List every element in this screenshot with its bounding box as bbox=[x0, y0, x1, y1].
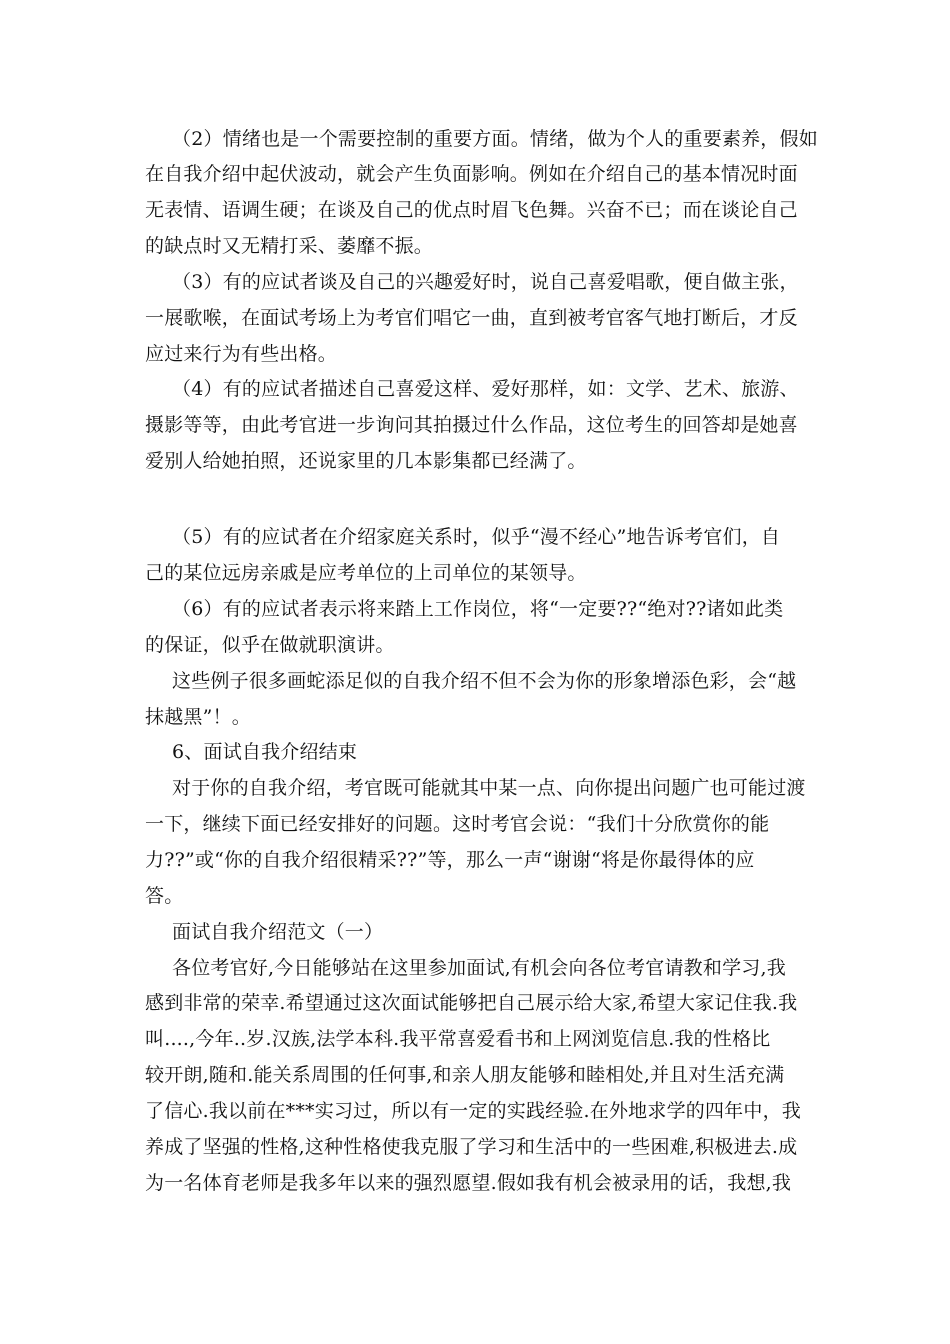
text-line: 摄影等等，由此考官进一步询问其拍摄过什么作品，这位考生的回答却是她喜 bbox=[145, 414, 798, 436]
text-line: （4）有的应试者描述自己喜爱这样、爱好那样，如：文学、艺术、旅游、 bbox=[172, 378, 799, 400]
text-line: （2）情绪也是一个需要控制的重要方面。情绪，做为个人的重要素养，假如 bbox=[172, 128, 818, 150]
text-line: 抹越黑”！。 bbox=[145, 706, 251, 728]
text-line: （3）有的应试者谈及自己的兴趣爱好时，说自己喜爱唱歌，便自做主张， bbox=[172, 271, 799, 293]
text-line: 的缺点时又无精打采、萎靡不振。 bbox=[145, 235, 434, 257]
text-line: 各位考官好,今日能够站在这里参加面试,有机会向各位考官请教和学习,我 bbox=[172, 957, 786, 979]
text-line: 无表情、语调生硬；在谈及自己的优点时眉飞色舞。兴奋不已；而在谈论自己 bbox=[145, 199, 798, 221]
section-heading: 面试自我介绍范文（一） bbox=[172, 921, 384, 943]
text-line: 这些例子很多画蛇添足似的自我介绍不但不会为你的形象增添色彩，会“越 bbox=[172, 670, 797, 692]
text-line: （6）有的应试者表示将来踏上工作岗位，将“一定要??“绝对??诸如此类 bbox=[172, 598, 784, 620]
text-line: 答。 bbox=[145, 885, 184, 907]
section-heading: 6、面试自我介绍结束 bbox=[172, 741, 358, 763]
text-line: 己的某位远房亲戚是应考单位的上司单位的某领导。 bbox=[145, 562, 587, 584]
text-line: 较开朗,随和.能关系周围的任何事,和亲人朋友能够和睦相处,并且对生活充满 bbox=[145, 1064, 785, 1086]
text-line: 为一名体育老师是我多年以来的强烈愿望.假如我有机会被录用的话，我想,我 bbox=[145, 1172, 792, 1194]
text-line: 一下，继续下面已经安排好的问题。这时考官会说：“我们十分欣赏你的能 bbox=[145, 813, 770, 835]
text-line: 在自我介绍中起伏波动，就会产生负面影响。例如在介绍自己的基本情况时面 bbox=[145, 163, 798, 185]
text-line: 力??”或“你的自我介绍很精采??”等，那么一声“谢谢“将是你最得体的应 bbox=[145, 849, 755, 871]
text-line: 爱别人给她拍照，还说家里的几本影集都已经满了。 bbox=[145, 450, 587, 472]
text-line: 应过来行为有些出格。 bbox=[145, 343, 338, 365]
text-line: 叫....,今年..岁.汉族,法学本科.我平常喜爱看书和上网浏览信息.我的性格比 bbox=[145, 1028, 771, 1050]
text-line: （5）有的应试者在介绍家庭关系时，似乎“漫不经心”地告诉考官们，自 bbox=[172, 526, 781, 548]
text-line: 对于你的自我介绍，考官既可能就其中某一点、向你提出问题广也可能过渡 bbox=[172, 777, 806, 799]
text-line: 一展歌喉，在面试考场上为考官们唱它一曲，直到被考官客气地打断后，才反 bbox=[145, 307, 798, 329]
text-line: 的保证，似乎在做就职演讲。 bbox=[145, 634, 395, 656]
text-line: 养成了坚强的性格,这种性格使我克服了学习和生活中的一些困难,积极进去.成 bbox=[145, 1136, 798, 1158]
text-line: 了信心.我以前在***实习过，所以有一定的实践经验.在外地求学的四年中，我 bbox=[145, 1100, 801, 1122]
text-line: 感到非常的荣幸.希望通过这次面试能够把自己展示给大家,希望大家记住我.我 bbox=[145, 992, 798, 1014]
